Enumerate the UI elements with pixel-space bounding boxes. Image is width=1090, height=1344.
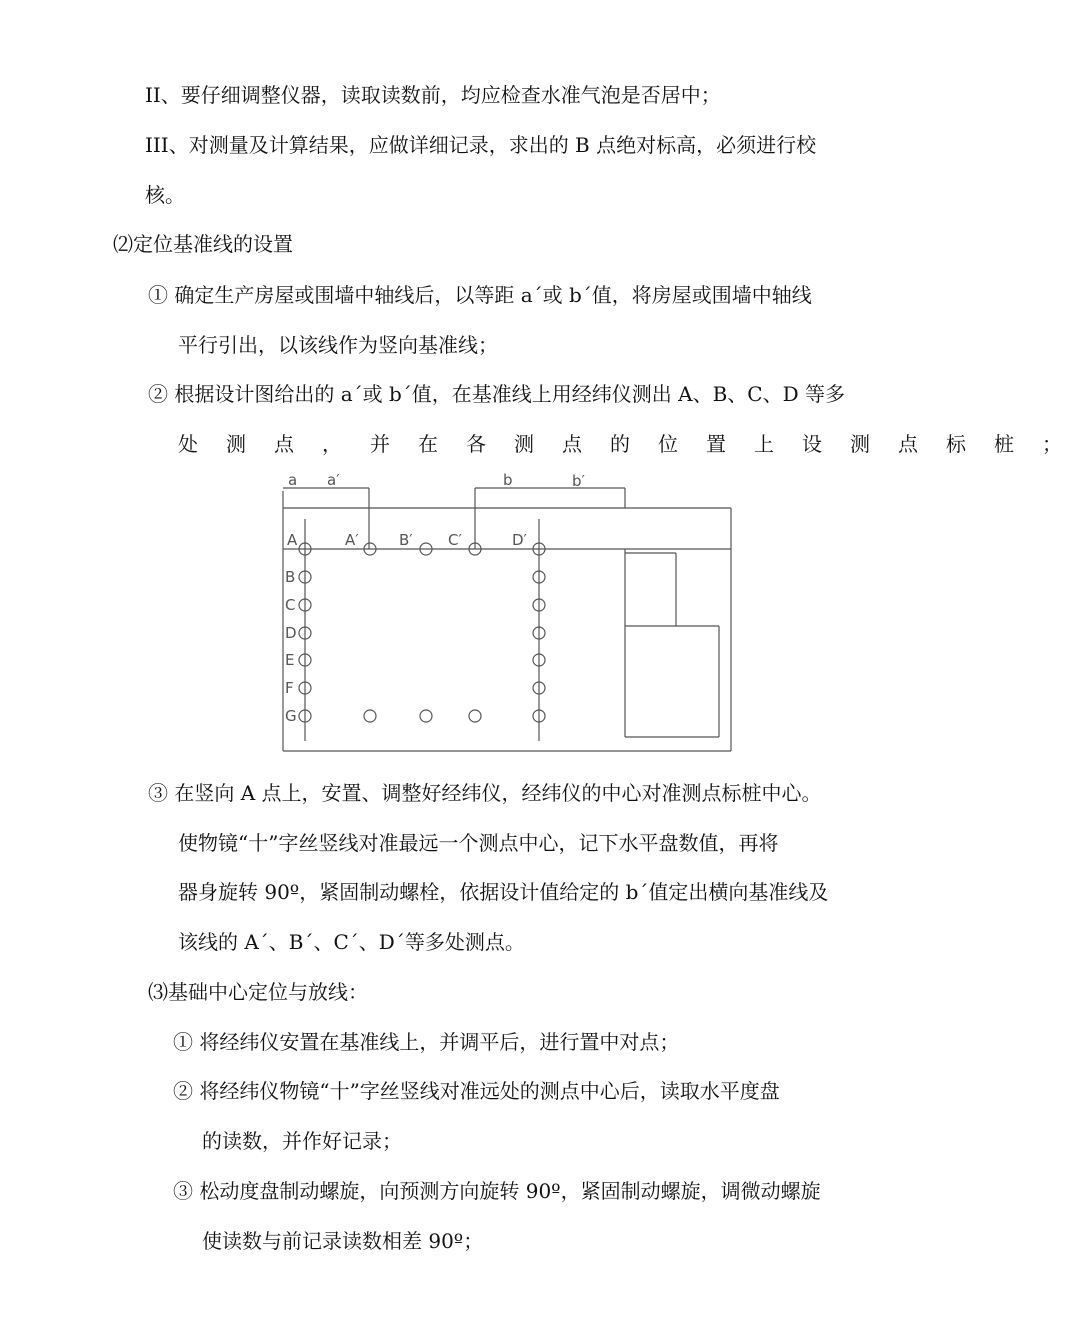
- text-line: III、对测量及计算结果，应做详细记录，求出的 B 点绝对标高，必须进行校: [145, 133, 817, 157]
- text-line: 平行引出，以该线作为竖向基准线；: [178, 333, 498, 357]
- text-line: 使物镜“十”字丝竖线对准最远一个测点中心，记下水平盘数值，再将: [178, 831, 779, 855]
- survey-point-circle: [469, 710, 481, 722]
- text-line: 该线的 A´、B´、C´、D´等多处测点。: [178, 930, 525, 954]
- dim-label-a-prime: a′: [327, 471, 340, 489]
- section-heading: ⑵定位基准线的设置: [113, 232, 293, 256]
- text-line: 使读数与前记录读数相差 90º；: [202, 1229, 484, 1253]
- text-line: 器身旋转 90º，紧固制动螺栓，依据设计值给定的 b´值定出横向基准线及: [178, 880, 829, 904]
- text-line: ② 根据设计图给出的 a´或 b´值，在基准线上用经纬仪测出 A、B、C、D 等多: [148, 382, 845, 406]
- point-label-A-prime: A′: [345, 531, 359, 549]
- dim-label-b-prime: b′: [572, 472, 585, 490]
- dim-label-b: b: [503, 471, 513, 489]
- survey-point-circle: [420, 710, 432, 722]
- text-line: II、要仔细调整仪器，读取读数前，均应检查水准气泡是否居中；: [145, 83, 721, 107]
- point-label-D-prime: D′: [512, 531, 527, 549]
- point-label-B: B: [285, 568, 296, 586]
- point-label-A: A: [287, 531, 298, 549]
- text-line: ② 将经纬仪物镜“十”字丝竖线对准远处的测点中心后，读取水平度盘: [173, 1079, 780, 1103]
- text-line: ① 确定生产房屋或围墙中轴线后，以等距 a´或 b´值，将房屋或围墙中轴线: [148, 283, 812, 307]
- text-line: 核。: [145, 183, 185, 207]
- point-label-C-prime: C′: [448, 531, 462, 549]
- text-line: ③ 在竖向 A 点上，安置、调整好经纬仪，经纬仪的中心对准测点标桩中心。: [148, 781, 822, 805]
- point-label-C: C: [285, 596, 296, 614]
- point-label-B-prime: B′: [399, 531, 413, 549]
- text-line: ③ 松动度盘制动螺旋，向预测方向旋转 90º，紧固制动螺旋，调微动螺旋: [173, 1179, 821, 1203]
- point-label-D: D: [285, 624, 297, 642]
- text-line: 处测点，并在各测点的位置上设测点标桩；: [178, 432, 1090, 456]
- section-heading: ⑶基础中心定位与放线：: [148, 980, 368, 1004]
- dim-label-a: a: [288, 471, 298, 489]
- text-line: 的读数，并作好记录；: [202, 1129, 402, 1153]
- point-label-G: G: [285, 707, 297, 725]
- survey-point-circle: [364, 710, 376, 722]
- point-label-F: F: [285, 679, 294, 697]
- point-label-E: E: [285, 651, 295, 669]
- text-line: ① 将经纬仪安置在基准线上，并调平后，进行置中对点；: [173, 1030, 680, 1054]
